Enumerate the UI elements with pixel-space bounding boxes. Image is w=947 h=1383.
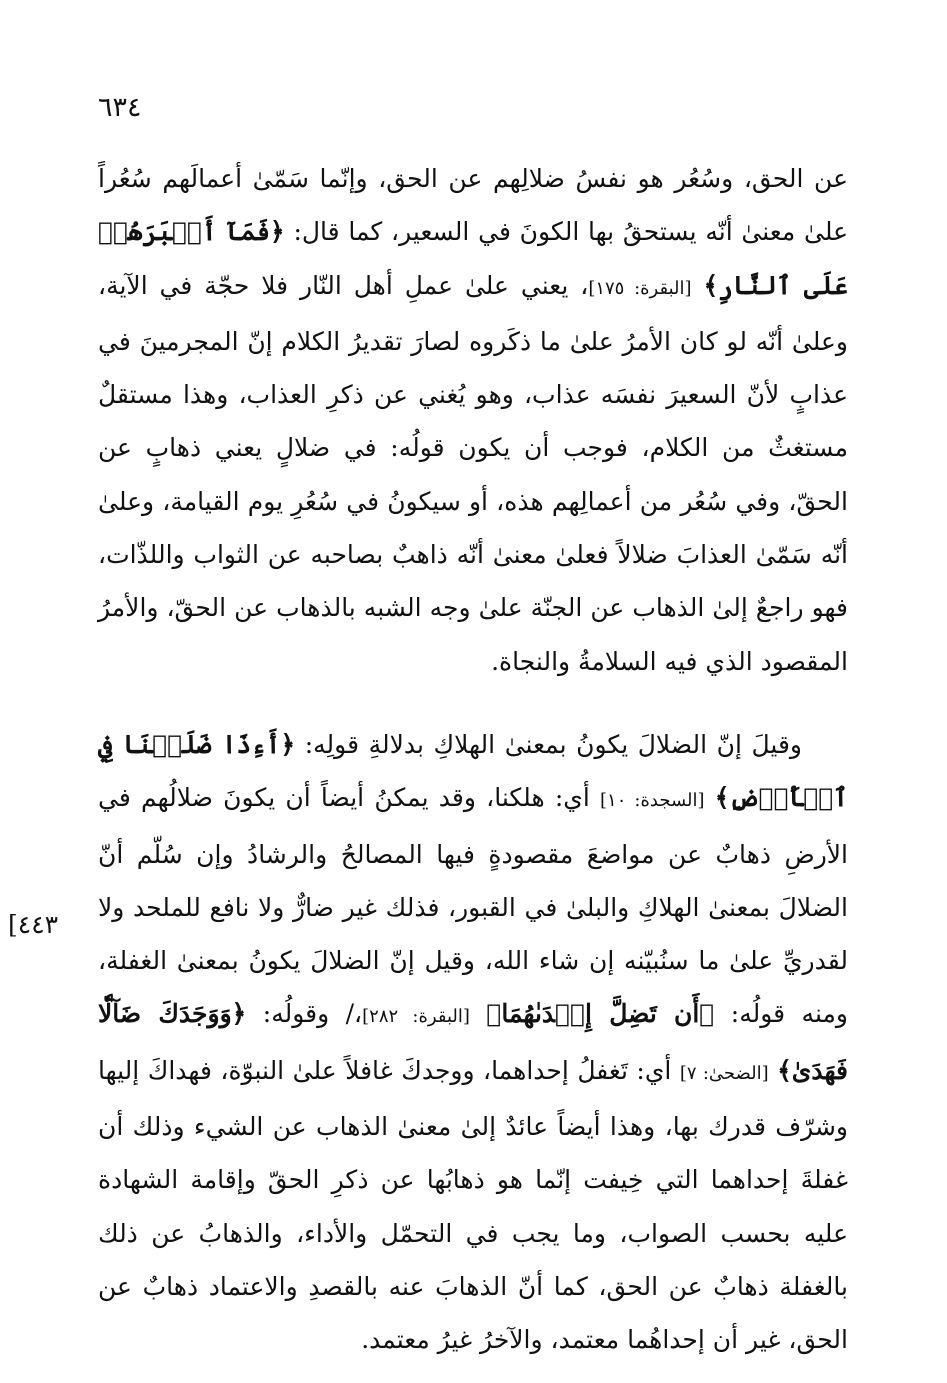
text-run: ،/ وقولُه: — [246, 999, 363, 1029]
verse-reference: [البقرة: ١٧٥] — [588, 277, 692, 299]
page-number: ٦٣٤ — [98, 92, 142, 123]
quran-verse: ﴿فَمَآ أَصۡبَرَهُمۡ عَلَى ٱلنَّارِ﴾ — [98, 217, 849, 300]
verse-reference: [الضحىٰ: ٧] — [679, 1062, 769, 1084]
text-run: عن الحق، وسُعُر هو نفسُ ضلالِهم عن الحق، وإنّما سَمّىٰ أعمالَهم سُعُراً علىٰ معنىٰ أنّه يستحقُ بها الكونَ في السعير، كما قال: — [98, 164, 849, 247]
paragraph — [98, 152, 848, 688]
text-run — [692, 271, 704, 300]
paragraph — [98, 718, 848, 1367]
verse-reference: [السجدة: ١٠] — [600, 790, 705, 812]
text-run: وقيلَ إنّ الضلالَ يكونُ بمعنىٰ الهلاكِ بدلالةِ قولِه: — [295, 729, 802, 759]
margin-folio-marker: [٤٤٣ — [8, 910, 59, 939]
quran-verse: ﴿أَن تَضِلَّ إِحۡدَىٰهُمَا﴾ — [486, 999, 715, 1029]
text-run — [470, 999, 486, 1028]
body-text — [98, 152, 848, 1367]
text-run: ، يعني علىٰ عملِ أهل النّار فلا حجّة في الآية، وعلىٰ أنّه لو كان الأمرُ علىٰ ما ذكَروه لصارَ تقديرُ الكلام إنّ المجرمينَ في عذابٍ لأنّ السعيرَ نفسَه عذاب، وهو يُغني عن ذكرِ العذاب، وهذا مستقلٌ مستغثٌ من الكلام، فوجب أن يكون قولُه: في ضلالٍ يعني ذهابٍ عن الحقّ، وفي سُعُر من أعمالِهم هذه، أو سيكونُ في سُعُرِ يوم القيامة، وعلىٰ أنّه سَمّىٰ العذابَ ضلالاً فعلىٰ معنىٰ أنّه ذاهبٌ بصاحبه عن الثواب واللذّات، فهو راجعٌ إلىٰ الذهاب عن الجنّة علىٰ وجه الشبه بالذهاب عن الحقّ، والأمرُ المقصود الذي فيه السلامةُ والنجاة. — [98, 270, 848, 676]
text-run: أي: هلكنا، وقد يمكنُ أيضاً أن يكونَ ضلالُهم في الأرضِ ذهابٌ عن مواضعَ مقصودةٍ فيها المصالحُ والرشادُ وإن سُلّم أنّ الضلالَ بمعنىٰ الهلاكِ والبلىٰ في القبور، فذلك غير ضارٌّ ولا نافع للملحد ولا لقدريِّ علىٰ ما سنُبيّنه إن شاء الله، وقيل إنّ الضلالَ يكونُ بمعنىٰ الغفلة، ومنه قولُه: — [98, 783, 848, 1029]
text-run — [705, 783, 715, 812]
text-run — [769, 1056, 778, 1085]
quran-verse: ﴿وَوَجَدَكَ ضَآلّٗا فَهَدَىٰ﴾ — [98, 999, 848, 1085]
quran-verse: ﴿أَءِذَا ضَلَلۡنَا فِي ٱلۡأَرۡضِ﴾ — [98, 729, 848, 813]
text-run: أي: تَغفلُ إحداهما، ووجدكَ غافلاً علىٰ النبوّة، فهداكَ إليها وشرّف قدرك بها، وهذا أيضاً عائدٌ إلىٰ معنىٰ الذهاب عن الشيء وذلك أن غفلةَ إحداهما التي خِيفت إنّما هو ذهابُها عن ذكرِ الحقّ وإقامة الشهادة عليه بحسب الصواب، وما يجب في التحمّل والأداء، والذهابُ عن ذلك بالغفلة ذهابٌ عن الحق، كما أنّ الذهابَ عنه بالقصدِ والاعتماد ذهابٌ عن الحق، غير أن إحداهُما معتمد، والآخرُ غيرُ معتمد. — [98, 1055, 848, 1355]
verse-reference: [البقرة: ٢٨٢] — [362, 1006, 470, 1028]
